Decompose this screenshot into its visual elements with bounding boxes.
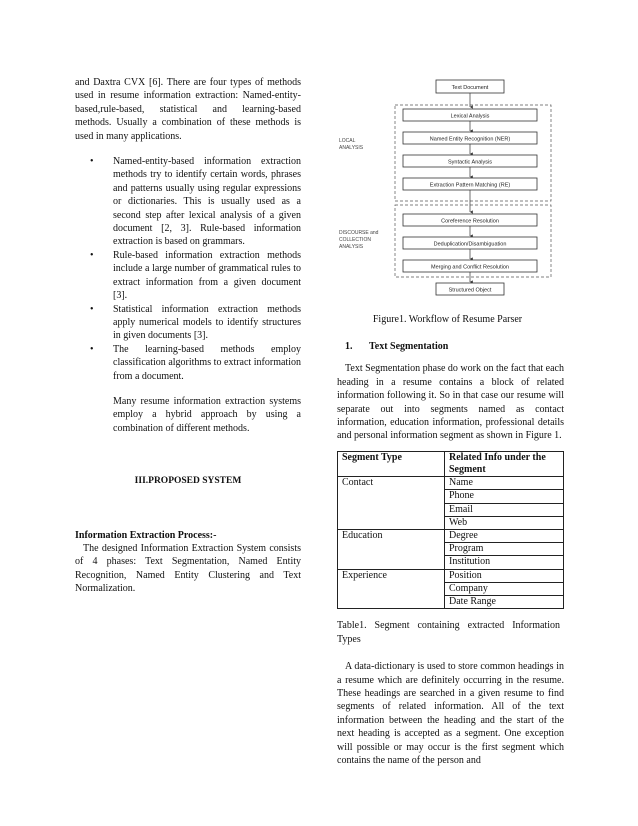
box-label: Text Document (451, 85, 489, 91)
deduplication-box (403, 237, 537, 249)
discourse-label-line3: ANALYSIS (339, 244, 364, 250)
list-item: • The learning-based methods employ classification algorithms to extract information from a document. (113, 343, 301, 383)
intro-paragraph: and Daxtra CVX [6]. There are four types of methods used in resume information extraction: Named-entity-based,rule-based, statistical and learning-based methods. Usually a combination of these methods is used in many applications. (75, 77, 301, 142)
table-row (338, 530, 564, 543)
info-cell: Phone (445, 490, 564, 503)
segment-type-cell: Education (338, 530, 445, 570)
pattern-matching-box (403, 178, 537, 190)
segment-type-cell: Experience (338, 569, 445, 609)
heading-number: 1. (345, 341, 353, 352)
text-document-box (436, 80, 504, 93)
lexical-analysis-box (403, 109, 537, 121)
figure-caption: Figure1. Workflow of Resume Parser (372, 314, 523, 325)
local-label-line1: LOCAL (339, 138, 356, 144)
box-label: Coreference Resolution (441, 218, 499, 225)
hybrid-note: Many resume information extraction systems employ a hybrid approach by using a combination of different methods. (113, 395, 301, 434)
list-item: • Named-entity-based information extraction methods try to identify certain words, phrases and patterns usually using regular expressions or dictionaries. This is usually used as a second step after lexical analysis of a given document [2, 3]. Rule-based information extraction is based on grammars. (113, 155, 301, 249)
info-cell: Date Range (445, 596, 564, 609)
info-cell: Company (445, 582, 564, 595)
table-caption: Table1. Segment containing extracted Information Types (337, 620, 560, 645)
segmentation-paragraph: Text Segmentation phase do work on the fact that each heading in a resume contains a block of related information following it. So in that case our resume will separate out into segments named as contact information, education information, professional details and personal information segment as shown in Figure 1. (337, 363, 564, 442)
box-label: Syntactic Analysis (447, 159, 493, 166)
info-cell: Web (445, 516, 564, 529)
list-item: • Statistical information extraction methods apply numerical models to identify structures in given documents [3]. (113, 303, 301, 343)
list-item: • Rule-based information extraction methods include a large number of grammatical rules to extract information from a given document [3]. (113, 249, 301, 303)
subheading: Information Extraction Process:- (75, 529, 217, 541)
info-cell: Institution (445, 556, 564, 569)
dictionary-paragraph: A data-dictionary is used to store common headings in a resume which are definitely occurring in the resume. These headings are searched in a given resume to find segments of related information. All of the text information between the heading and the start of the next heading is accepted as a segment. One exception will possible or may occur is the first segment which contains the name of the person and (337, 661, 564, 766)
process-paragraph: The designed Information Extraction System consists of 4 phases: Text Segmentation, Named Entity Recognition, Named Entity Clustering and Text Normalization. (75, 542, 301, 595)
workflow-figure (337, 75, 558, 301)
table-row (338, 477, 564, 490)
box-label: Lexical Analysis (450, 113, 490, 120)
merging-box (403, 260, 537, 272)
structured-object-box (436, 283, 504, 295)
table-header: Related Info under the Segment (445, 451, 564, 476)
info-cell: Position (445, 569, 564, 582)
methods-list (75, 155, 301, 383)
info-cell: Email (445, 503, 564, 516)
box-label: Named Entity Recognition (NER) (429, 136, 511, 143)
right-column (337, 340, 564, 767)
local-label-line2: ANALYSIS (339, 145, 364, 151)
section-title: III.PROPOSED SYSTEM (134, 476, 242, 487)
info-cell: Name (445, 477, 564, 490)
segment-type-cell: Contact (338, 477, 445, 530)
coreference-box (403, 214, 537, 226)
discourse-label-line1: DISCOURSE and (339, 230, 379, 236)
table-header: Segment Type (338, 451, 445, 476)
ner-box (403, 132, 537, 144)
discourse-label-line2: COLLECTION (339, 237, 371, 243)
table-row (338, 569, 564, 582)
info-cell: Program (445, 543, 564, 556)
info-cell: Degree (445, 530, 564, 543)
box-label: Merging and Conflict Resolution (431, 264, 509, 271)
segment-table (337, 451, 564, 609)
box-label: Structured Object (448, 287, 492, 294)
box-label: Deduplication/Disambiguation (433, 241, 507, 248)
left-column (75, 76, 301, 596)
box-label: Extraction Pattern Matching (RE) (429, 182, 511, 189)
syntactic-analysis-box (403, 155, 537, 167)
subsection-heading (337, 340, 564, 353)
table-header-row (338, 451, 564, 476)
heading-text: Text Segmentation (369, 341, 449, 352)
